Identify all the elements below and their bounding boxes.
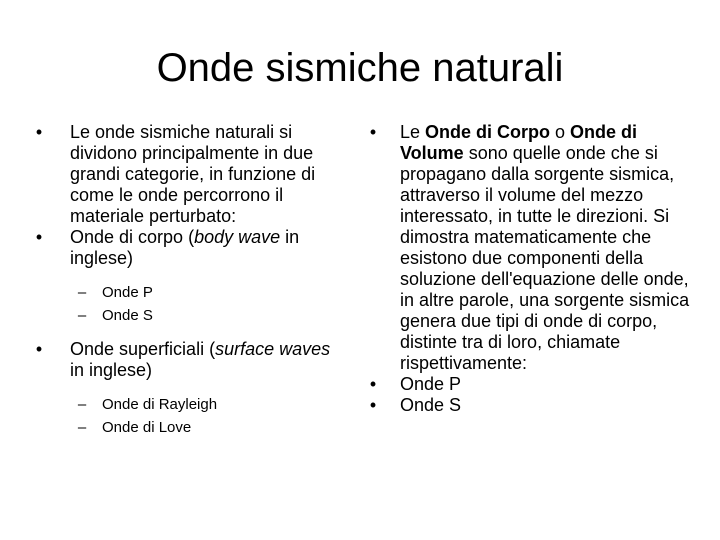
surface-waves-sublist (26, 393, 340, 439)
bullet-marker: • (35, 227, 43, 247)
sub-item-label: Onde di Rayleigh (102, 396, 218, 413)
sub-item-rayleigh (26, 393, 340, 416)
bullet-item-intro (26, 122, 340, 227)
bullet-item-onde-p (362, 374, 698, 395)
bullet-marker: • (369, 395, 377, 415)
sub-item-label: Onde S (102, 307, 153, 324)
dash-marker: – (77, 307, 87, 324)
sub-item-onde-s (26, 304, 340, 327)
right-column (362, 122, 698, 416)
body-volume-text-2: o (550, 122, 571, 142)
bullet-marker: • (369, 122, 377, 142)
sub-item-label: Onde di Love (102, 419, 192, 436)
body-waves-suffix: in inglese) (70, 227, 300, 268)
sub-item-label: Onde P (102, 284, 153, 301)
body-waves-prefix: Onde di corpo ( (70, 227, 195, 247)
body-waves-sublist (26, 281, 340, 327)
surface-waves-italic: surface waves (215, 339, 331, 359)
surface-waves-prefix: Onde superficiali ( (70, 339, 216, 359)
body-waves-italic: body wave (194, 227, 281, 247)
sub-item-love (26, 416, 340, 439)
left-column (26, 122, 340, 451)
intro-text: Le onde sismiche naturali si dividono principalmente in due grandi categorie, in funzione di come le onde percorrono il materiale perturbato: (70, 122, 316, 226)
onde-p-text: Onde P (400, 374, 462, 394)
surface-waves-suffix: in inglese) (70, 360, 153, 380)
bullet-marker: • (369, 374, 377, 394)
body-volume-bold-2: Onde di Volume (400, 122, 638, 163)
sub-item-onde-p (26, 281, 340, 304)
slide-title: Onde sismiche naturali (156, 46, 564, 90)
dash-marker: – (77, 396, 87, 413)
bullet-item-onde-s (362, 395, 698, 416)
body-volume-bold-1: Onde di Corpo (425, 122, 551, 142)
bullet-item-body-waves (26, 227, 340, 269)
body-volume-text-1: Le (400, 122, 426, 142)
bullet-item-surface-waves (26, 339, 340, 381)
bullet-item-body-volume (362, 122, 698, 374)
bullet-marker: • (35, 122, 43, 142)
dash-marker: – (77, 284, 87, 301)
onde-s-text: Onde S (400, 395, 462, 415)
bullet-marker: • (35, 339, 43, 359)
dash-marker: – (77, 419, 87, 436)
body-volume-text-3: sono quelle onde che si propagano dalla sorgente sismica, attraverso il volume del mezzo interessato, in tutte le direzioni. Si dimostra matematicamente che esistono due componenti della soluzione dell'equazione delle onde, in altre parole, una sorgente sismica genera due tipi di onde di corpo, distinte tra di loro, chiamate rispettivamente: (400, 143, 690, 373)
